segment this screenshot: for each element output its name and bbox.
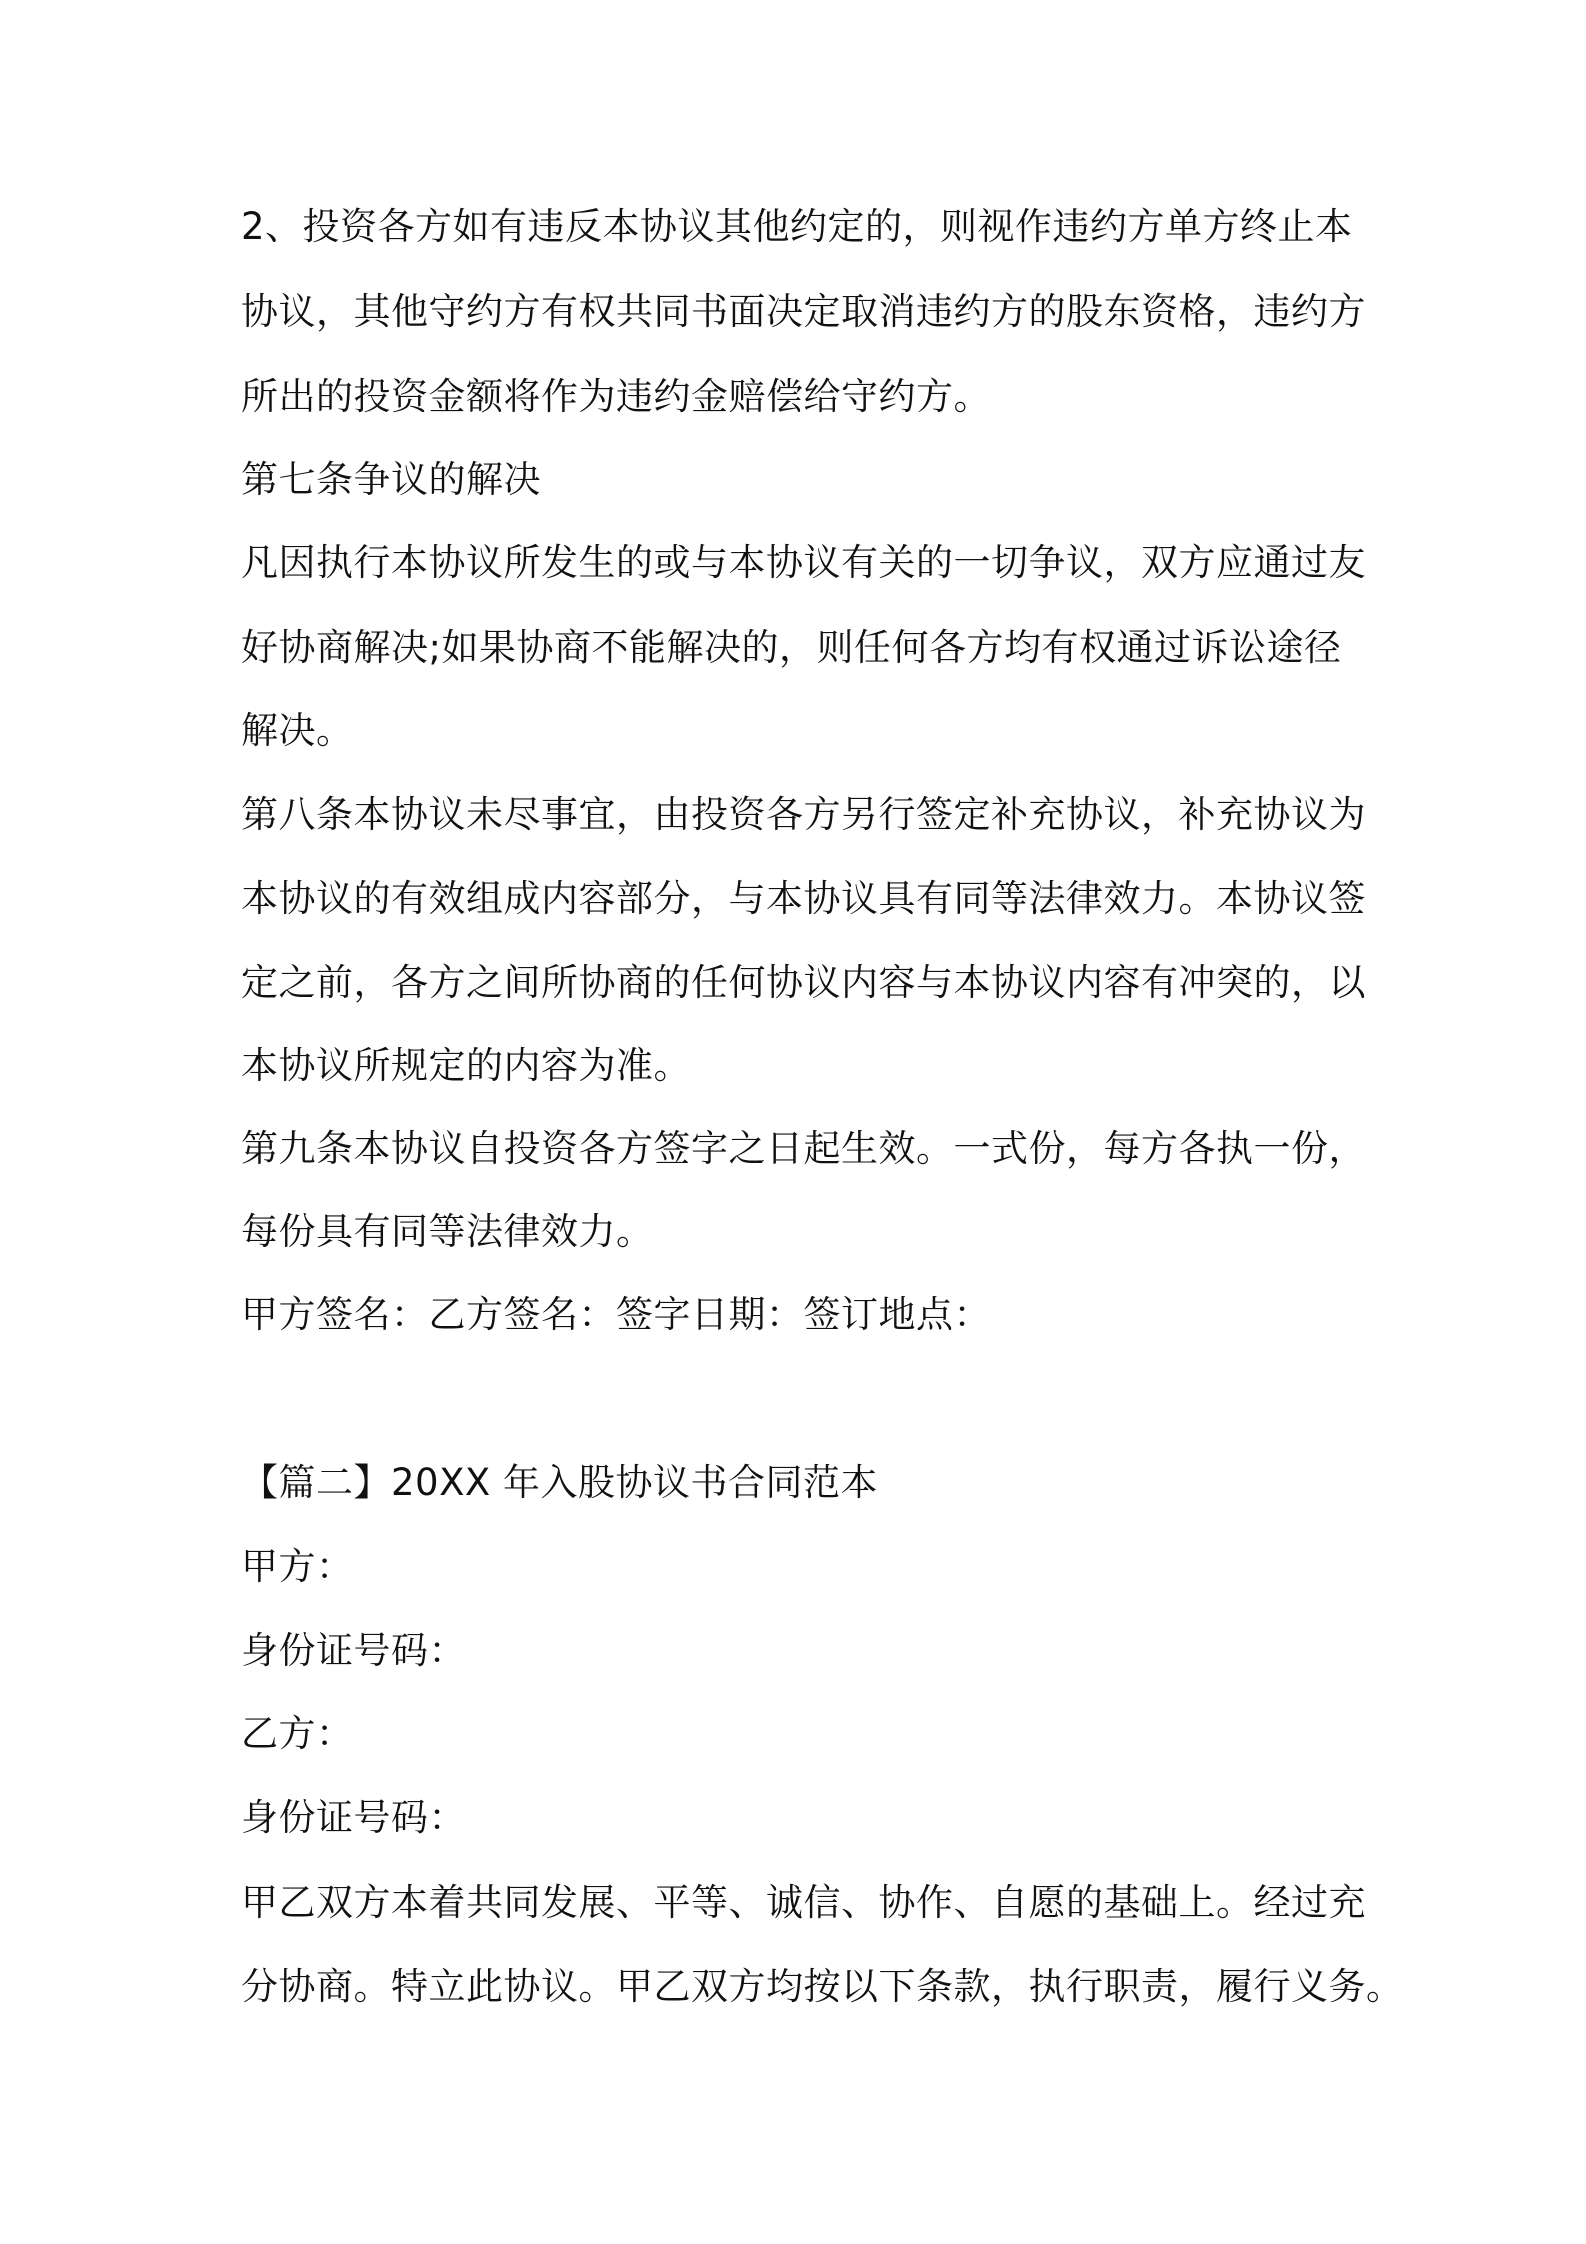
clause-line: 第九条本协议自投资各方签字之日起生效。一式份，每方各执一份， (241, 1127, 1366, 1170)
article-title: 第七条争议的解决 (241, 458, 541, 501)
party-a-id-label: 身份证号码： (241, 1629, 466, 1672)
signature-line: 甲方签名：乙方签名：签字日期：签订地点： (241, 1293, 991, 1336)
clause-line: 2、投资各方如有违反本协议其他约定的，则视作违约方单方终止本 (241, 205, 1353, 248)
clause-line: 每份具有同等法律效力。 (241, 1210, 654, 1253)
party-b-label: 乙方： (241, 1712, 354, 1755)
clause-line: 凡因执行本协议所发生的或与本协议有关的一切争议，双方应通过友 (241, 541, 1366, 584)
clause-line: 所出的投资金额将作为违约金赔偿给守约方。 (241, 375, 991, 418)
clause-line: 好协商解决;如果协商不能解决的，则任何各方均有权通过诉讼途径 (241, 626, 1342, 669)
section-title: 【篇二】20XX 年入股协议书合同范本 (241, 1461, 879, 1504)
clause-line: 本协议所规定的内容为准。 (241, 1044, 691, 1087)
clause-line: 协议，其他守约方有权共同书面决定取消违约方的股东资格，违约方 (241, 290, 1366, 333)
party-b-id-label: 身份证号码： (241, 1796, 466, 1839)
clause-line: 甲乙双方本着共同发展、平等、诚信、协作、自愿的基础上。经过充 (241, 1881, 1366, 1924)
clause-line: 第八条本协议未尽事宜，由投资各方另行签定补充协议，补充协议为 (241, 793, 1366, 836)
clause-line: 分协商。特立此协议。甲乙双方均按以下条款，执行职责，履行义务。 (241, 1965, 1404, 2008)
party-a-label: 甲方： (241, 1545, 354, 1588)
clause-line: 解决。 (241, 709, 354, 752)
clause-line: 本协议的有效组成内容部分，与本协议具有同等法律效力。本协议签 (241, 877, 1366, 920)
clause-line: 定之前，各方之间所协商的任何协议内容与本协议内容有冲突的，以 (241, 961, 1366, 1004)
